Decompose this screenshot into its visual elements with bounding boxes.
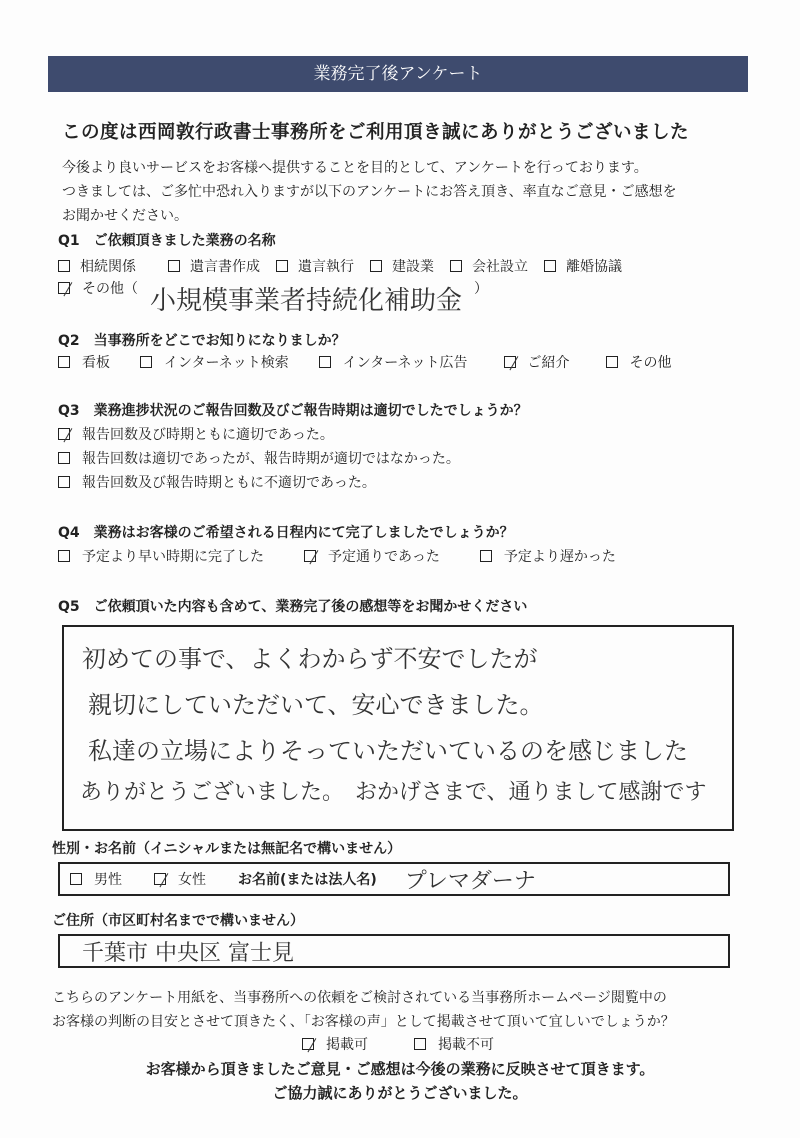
checkbox[interactable]: [414, 1038, 426, 1050]
checkbox-checked[interactable]: [154, 873, 166, 885]
q2-label: Q2 当事務所をどこでお知りになりましか？: [58, 333, 346, 349]
other-handwritten-value: 小規模事業者持続化補助金: [150, 286, 463, 316]
name-label: お名前(または法人名): [238, 872, 377, 888]
publish-line: こちらのアンケート用紙を、当事務所への依頼をご検討されている当事務所ホームページ閲覧中の: [52, 990, 667, 1006]
intro-line: お聞かせください。: [62, 208, 188, 224]
checkbox-checked[interactable]: [58, 282, 70, 294]
q3-option: [58, 472, 376, 492]
checkbox[interactable]: [606, 356, 618, 368]
answer-line: 初めての事で、よくわからず不安でしたが: [82, 645, 538, 673]
q4-options: [58, 546, 616, 566]
option-label: 離婚協議: [566, 259, 622, 275]
option-label: 予定より早い時期に完了した: [82, 549, 264, 565]
checkbox[interactable]: [58, 260, 70, 272]
checkbox[interactable]: [544, 260, 556, 272]
publish-line: お客様の判断の目安とさせて頂きたく、「お客様の声」として掲載させて頂いて宜しいでしょうか？: [52, 1014, 675, 1030]
option-label: その他: [629, 355, 672, 371]
option-label: 遺言書作成: [190, 259, 260, 275]
name-value[interactable]: プレマダーナ: [404, 868, 536, 894]
option-label: 遺言執行: [298, 259, 354, 275]
q4-label: Q4 業務はお客様のご希望される日程内にて完了しましたでしょうか？: [58, 525, 514, 541]
address-label: ご住所（市区町村名までで構いません）: [52, 913, 304, 929]
gender-name-box: [58, 862, 730, 896]
q3-label: Q3 業務進捗状況のご報告回数及びご報告時期は適切でしたでしょうか？: [58, 403, 528, 419]
answer-line: ありがとうございました。 おかげさまで、通りまして感謝です: [80, 780, 707, 805]
page-title: この度は西岡敦行政書士事務所をご利用頂き誠にありがとうございました: [62, 122, 690, 143]
checkbox[interactable]: [58, 476, 70, 488]
answer-line: 親切にしていただいて、安心できました。: [88, 691, 544, 719]
option-label: 予定通りであった: [328, 549, 440, 565]
checkbox[interactable]: [480, 550, 492, 562]
q5-label: Q5 ご依頼頂いた内容も含めて、業務完了後の感想等をお聞かせください: [58, 599, 528, 615]
publish-options: [302, 1034, 494, 1054]
checkbox[interactable]: [276, 260, 288, 272]
answer-line: 私達の立場によりそっていただいているのを感じました: [88, 737, 688, 765]
checkbox[interactable]: [370, 260, 382, 272]
option-label: インターネット広告: [342, 355, 468, 371]
checkbox[interactable]: [58, 550, 70, 562]
address-value: 千葉市 中央区 富士見: [82, 941, 294, 966]
gender-options: [70, 864, 536, 894]
checkbox[interactable]: [450, 260, 462, 272]
intro-line: つきましては、ご多忙中恐れ入りますが以下のアンケートにお答え頂き、率直なご意見・ご感想を: [62, 184, 677, 200]
checkbox[interactable]: [58, 356, 70, 368]
option-label: 予定より遅かった: [503, 549, 616, 565]
q2-options: [58, 352, 672, 372]
footer-line: ご協力誠にありがとうございました。: [272, 1084, 528, 1102]
address-box[interactable]: [58, 934, 730, 968]
option-label: ご紹介: [527, 355, 570, 371]
option-label: 報告回数は適切であったが、報告時期が適切ではなかった。: [82, 451, 460, 467]
q5-answer-box[interactable]: [62, 625, 734, 831]
q3-option: [58, 448, 460, 468]
option-label: 会社設立: [472, 259, 528, 275]
option-label: 男性: [94, 872, 122, 888]
checkbox-checked[interactable]: [58, 428, 70, 440]
option-label: 建設業: [392, 259, 434, 275]
paren-close: ）: [474, 281, 489, 297]
intro: [62, 156, 677, 228]
header-bar: 業務完了後アンケート: [48, 56, 748, 92]
option-label: その他（: [82, 281, 138, 297]
option-label: インターネット検索: [164, 355, 289, 371]
q1-other: [58, 278, 488, 317]
option-label: 報告回数及び時期ともに適切であった。: [82, 427, 334, 443]
checkbox[interactable]: [140, 356, 152, 368]
option-label: 女性: [178, 872, 206, 888]
option-label: 報告回数及び報告時期ともに不適切であった。: [82, 475, 376, 491]
option-label: 掲載不可: [438, 1037, 494, 1053]
publish-question: [52, 986, 675, 1034]
intro-line: 今後より良いサービスをお客様へ提供することを目的として、アンケートを行っております。: [62, 160, 648, 176]
q3-option: [58, 424, 334, 444]
checkbox-checked[interactable]: [304, 550, 316, 562]
footer-line: お客様から頂きましたご意見・ご感想は今後の業務に反映させて頂きます。: [145, 1060, 655, 1078]
option-label: 看板: [82, 355, 110, 371]
option-label: 相続関係: [80, 259, 136, 275]
q1-label: Q1 ご依頼頂きました業務の名称: [58, 233, 276, 249]
q1-options: [58, 256, 622, 276]
checkbox[interactable]: [168, 260, 180, 272]
checkbox-checked[interactable]: [302, 1038, 314, 1050]
gender-name-label: 性別・お名前（イニシャルまたは無記名で構いません）: [52, 841, 402, 857]
option-label: 掲載可: [326, 1037, 368, 1053]
checkbox[interactable]: [58, 452, 70, 464]
checkbox-checked[interactable]: [504, 356, 516, 368]
checkbox[interactable]: [319, 356, 331, 368]
checkbox[interactable]: [70, 873, 82, 885]
